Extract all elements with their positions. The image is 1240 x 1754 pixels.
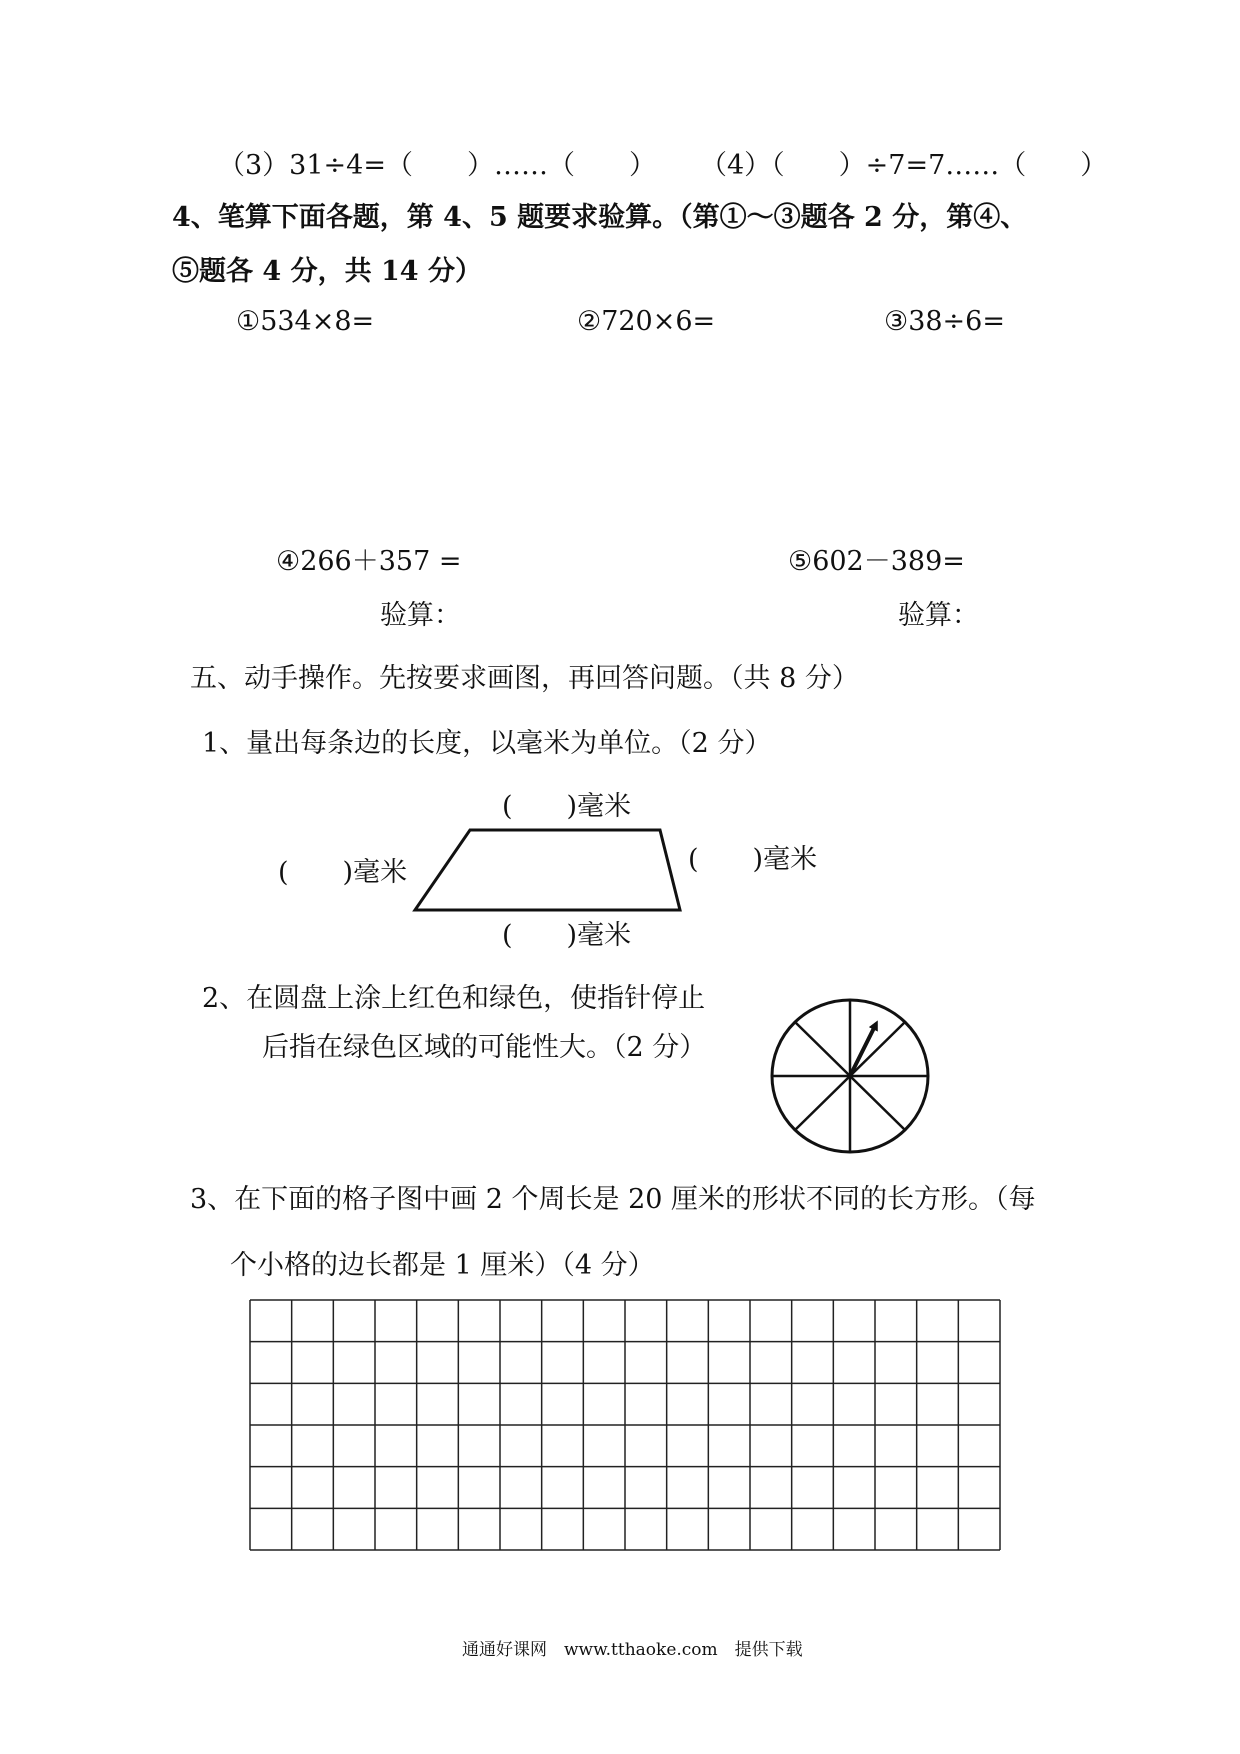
trapezoid-bottom-label: ( )毫米 [502, 920, 632, 951]
trapezoid-left-label: ( )毫米 [278, 857, 408, 888]
footer-source: 通通好课网 www.tthaoke.com 提供下载 [462, 1640, 803, 1660]
q2-instruction-line2: 后指在绿色区域的可能性大。（2 分） [262, 1032, 707, 1063]
section-5-heading: 五、动手操作。先按要求画图，再回答问题。（共 8 分） [190, 663, 859, 694]
calc-problem-1: ①534×8= [236, 306, 375, 337]
calc-problem-2: ②720×6= [577, 306, 716, 337]
section-4-instruction-line2: ⑤题各 4 分，共 14 分） [172, 256, 482, 287]
problem-3-division: （3）31÷4=（ ）……（ ） [218, 150, 656, 181]
trapezoid-right-label: ( )毫米 [688, 844, 818, 875]
calc-problem-5: ⑤602－389= [788, 546, 965, 577]
q3-instruction-line1: 3、在下面的格子图中画 2 个周长是 20 厘米的形状不同的长方形。（每 [190, 1184, 1036, 1215]
q3-instruction-line2: 个小格的边长都是 1 厘米）（4 分） [230, 1250, 655, 1281]
q2-instruction-line1: 2、在圆盘上涂上红色和绿色，使指针停止 [202, 983, 706, 1014]
check-label-1: 验算： [380, 600, 461, 631]
trapezoid-top-label: ( )毫米 [502, 791, 632, 822]
q1-instruction: 1、量出每条边的长度，以毫米为单位。（2 分） [202, 728, 772, 759]
calc-problem-4: ④266＋357 = [276, 546, 462, 577]
section-4-instruction-line1: 4、笔算下面各题，第 4、5 题要求验算。（第①～③题各 2 分，第④、 [172, 202, 1028, 233]
calc-problem-3: ③38÷6= [884, 306, 1005, 337]
check-label-2: 验算： [898, 600, 979, 631]
problem-4-division: （4）（ ）÷7=7……（ ） [700, 150, 1108, 181]
